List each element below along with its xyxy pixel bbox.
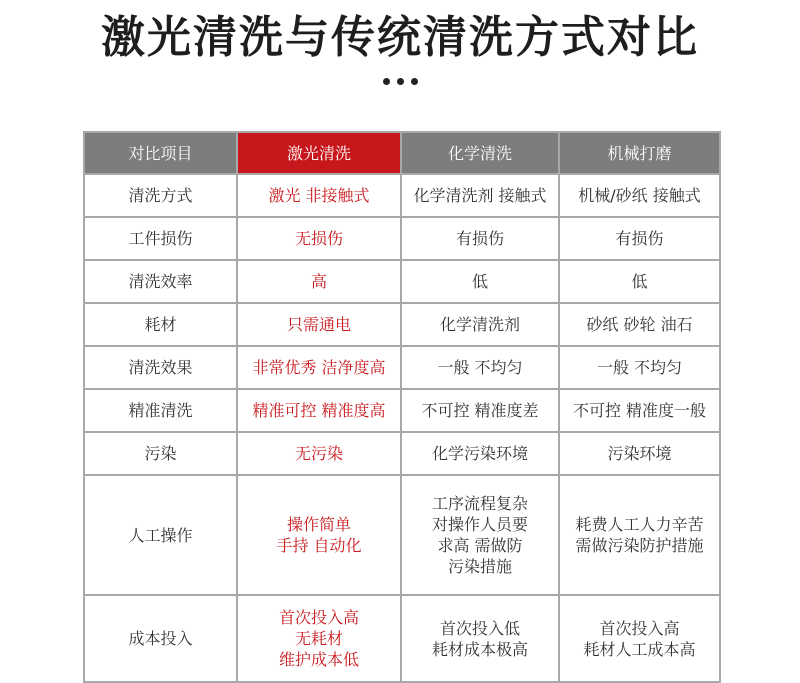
dot	[383, 78, 390, 85]
cell-chemical	[401, 346, 559, 389]
cell-chemical	[401, 595, 559, 682]
cell-line: 砂纸 砂轮 油石	[586, 315, 693, 334]
cell-item: 成本投入	[84, 595, 237, 682]
cell-line: 手持 自动化	[276, 536, 362, 555]
cell-line: 只需通电	[286, 315, 351, 334]
header-chemical: 化学清洗	[401, 132, 559, 174]
cell-mechanical	[559, 595, 720, 682]
cell-laser	[237, 217, 401, 260]
cell-line: 耗材人工成本高	[583, 639, 696, 659]
page-title: 激光清洗与传统清洗方式对比	[101, 12, 699, 63]
cell-line: 有损伤	[615, 229, 664, 248]
cell-item: 人工操作	[84, 475, 237, 595]
table-header-row	[84, 132, 720, 174]
cell-item: 精准清洗	[84, 389, 237, 432]
cell-line: 高	[310, 272, 327, 291]
cell-line: 污染措施	[447, 557, 512, 576]
cell-line: 首次投入高	[278, 608, 359, 627]
table-row	[84, 217, 720, 260]
table-row	[84, 389, 720, 432]
cell-line: 低	[631, 272, 648, 291]
cell-mechanical	[559, 260, 720, 303]
cell-line: 一般 不均匀	[437, 358, 523, 377]
cell-line: 需做污染防护措施	[575, 536, 704, 555]
comparison-table	[83, 131, 721, 683]
cell-laser	[237, 432, 401, 475]
cell-line: 一般 不均匀	[596, 358, 683, 377]
cell-line: 污染环境	[607, 444, 672, 463]
cell-line: 对操作人员要	[431, 515, 528, 534]
cell-laser	[237, 260, 401, 303]
cell-line: 不可控 精准度一般	[572, 401, 707, 420]
cell-line: 无耗材	[294, 629, 343, 648]
dot	[411, 78, 418, 85]
cell-mechanical	[559, 217, 720, 260]
cell-line: 求高 需做防	[437, 536, 523, 555]
table-row	[84, 432, 720, 475]
cell-item: 工件损伤	[84, 217, 237, 260]
cell-line: 机械/砂纸 接触式	[578, 186, 701, 205]
cell-chemical	[401, 475, 559, 595]
cell-line: 操作简单	[286, 515, 351, 534]
table-row	[84, 475, 720, 595]
cell-chemical	[401, 217, 559, 260]
cell-line: 工序流程复杂	[431, 494, 528, 513]
cell-mechanical	[559, 475, 720, 595]
cell-line: 化学污染环境	[431, 444, 528, 463]
cell-chemical	[401, 260, 559, 303]
cell-chemical	[401, 389, 559, 432]
cell-laser	[237, 174, 401, 217]
cell-line: 有损伤	[455, 229, 504, 248]
table-row	[84, 303, 720, 346]
cell-mechanical	[559, 174, 720, 217]
cell-mechanical	[559, 303, 720, 346]
cell-line: 无污染	[294, 444, 343, 463]
cell-line: 精准可控 精准度高	[252, 401, 386, 420]
cell-line: 无损伤	[294, 229, 343, 248]
cell-item: 清洗效率	[84, 260, 237, 303]
cell-line: 不可控 精准度差	[421, 401, 539, 420]
cell-line: 非常优秀 洁净度高	[252, 358, 386, 377]
cell-laser	[237, 389, 401, 432]
cell-line: 低	[471, 272, 488, 291]
cell-laser	[237, 303, 401, 346]
cell-line: 维护成本低	[278, 650, 359, 669]
cell-line: 耗材成本极高	[431, 639, 528, 659]
table-row	[84, 346, 720, 389]
cell-chemical	[401, 303, 559, 346]
cell-line: 首次投入高	[599, 618, 680, 638]
dot	[397, 78, 404, 85]
cell-line: 首次投入低	[439, 618, 520, 638]
cell-mechanical	[559, 389, 720, 432]
cell-laser	[237, 346, 401, 389]
cell-item: 清洗效果	[84, 346, 237, 389]
cell-laser	[237, 475, 401, 595]
header-item: 对比项目	[84, 132, 237, 174]
cell-laser	[237, 595, 401, 682]
cell-item: 耗材	[84, 303, 237, 346]
header-mechanical: 机械打磨	[559, 132, 720, 174]
cell-mechanical	[559, 432, 720, 475]
cell-item: 污染	[84, 432, 237, 475]
cell-line: 化学清洗剂 接触式	[413, 186, 547, 205]
cell-chemical	[401, 432, 559, 475]
table-row	[84, 260, 720, 303]
cell-chemical	[401, 174, 559, 217]
table-row	[84, 595, 720, 682]
cell-line: 激光 非接触式	[268, 186, 370, 205]
cell-line: 化学清洗剂	[439, 315, 520, 334]
decorative-dots	[0, 78, 800, 85]
cell-line: 耗费人工人力辛苦	[575, 515, 704, 534]
cell-mechanical	[559, 346, 720, 389]
header-laser: 激光清洗	[237, 132, 401, 174]
cell-item: 清洗方式	[84, 174, 237, 217]
table-row	[84, 174, 720, 217]
